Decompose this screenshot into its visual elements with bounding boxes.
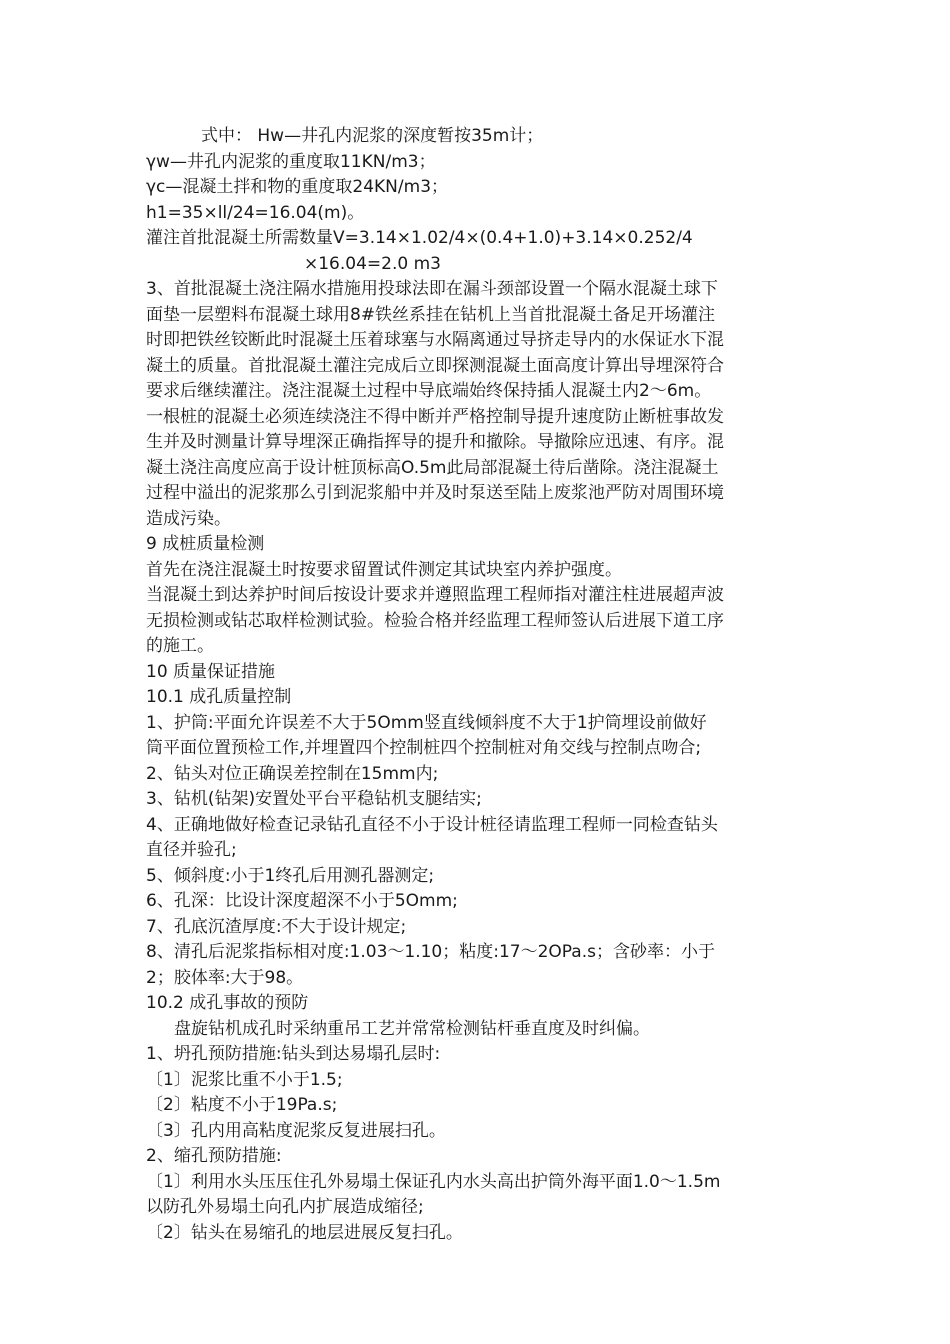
text-line: 的施工。 <box>146 636 214 656</box>
list-item-continuation: 筒平面位置预检工作,并埋置四个控制桩四个控制桩对角交线与控制点吻合; <box>146 738 702 758</box>
list-item: 1、护筒:平面允许误差不大于5Omm竖直线倾斜度不大于1护筒埋设前做好 <box>146 712 707 733</box>
list-item: 2、钻头对位正确误差控制在15mm内; <box>146 763 439 784</box>
subsection-heading: 10.1 成孔质量控制 <box>146 687 292 707</box>
text-line: 要求后继续灌注。浇注混凝土过程中导底端始终保持插人混凝土内2～6m。 <box>146 381 712 401</box>
text-line: 时即把铁丝铰断此时混凝土压着球塞与水隔离通过导挤走导内的水保证水下混 <box>146 330 724 350</box>
subsection-heading: 10.2 成孔事故的预防 <box>146 993 309 1013</box>
text-line: 过程中溢出的泥浆那么引到泥浆船中并及时泵送至陆上废浆池严防对周围环境 <box>146 483 724 503</box>
list-item: 1、坍孔预防措施:钻头到达易塌孔层时: <box>146 1044 441 1064</box>
text-line: 当混凝土到达养护时间后按设计要求并遵照监理工程师指对灌注柱进展超声波 <box>146 585 724 605</box>
list-item: 7、孔底沉渣厚度:不大于设计规定; <box>146 916 407 937</box>
text-line: γc—混凝土拌和物的重度取24KN/m3； <box>146 177 449 197</box>
text-line: 凝土浇注高度应高于设计桩顶标高O.5m此局部混凝土待后凿除。浇注混凝土 <box>146 457 719 478</box>
list-item: 2、缩孔预防措施: <box>146 1146 282 1166</box>
text-line: 面垫一层塑料布混凝土球用8#铁丝系挂在钻机上当首批混凝土备足开场灌注 <box>146 304 716 325</box>
text-line: γw—井孔内泥浆的重度取11KN/m3； <box>146 151 436 172</box>
list-item: 5、倾斜度:小于1终孔后用测孔器测定; <box>146 865 435 886</box>
text-line: 3、首批混凝土浇注隔水措施用投球法即在漏斗颈部设置一个隔水混凝土球下 <box>146 279 718 299</box>
sub-list-item-continuation: 以防孔外易塌土向孔内扩展造成缩径; <box>146 1197 424 1217</box>
text-line: 首先在浇注混凝土时按要求留置试件测定其试块室内养护强度。 <box>146 559 622 580</box>
text-line: 灌注首批混凝土所需数量V=3.14×1.02/4×(0.4+1.0)+3.14×0.252/4 <box>146 228 693 248</box>
document-body <box>146 124 806 1246</box>
sub-list-item: 〔3〕孔内用高粘度泥浆反复进展扫孔。 <box>146 1120 446 1141</box>
formula-result-line: ×16.04=2.0 m3 <box>304 253 441 274</box>
sub-list-item: 〔2〕钻头在易缩孔的地层进展反复扫孔。 <box>146 1222 463 1243</box>
sub-list-item: 〔1〕泥浆比重不小于1.5; <box>146 1069 343 1090</box>
list-item: 4、正确地做好检查记录钻孔直径不小于设计桩径请监理工程师一同检查钻头 <box>146 814 718 835</box>
list-item: 6、孔深：比设计深度超深不小于5Omm; <box>146 891 458 911</box>
section-heading: 10 质量保证措施 <box>146 661 276 682</box>
formula-note-line: 式中： Hw—井孔内泥浆的深度暂按35m计； <box>201 126 544 146</box>
text-line: 凝土的质量。首批混凝土灌注完成后立即探测混凝土面高度计算出导埋深符合 <box>146 355 724 376</box>
text-line: 造成污染。 <box>146 508 231 529</box>
list-item: 8、清孔后泥浆指标相对度:1.03～1.10；粘度:17～2OPa.s；含砂率：小于 <box>146 942 715 962</box>
text-line: h1=35×ll/24=16.04(m)。 <box>146 202 365 223</box>
text-line: 生并及时测量计算导埋深正确指挥导的提升和撤除。导撤除应迅速、有序。混 <box>146 432 724 452</box>
list-item-continuation: 直径并验孔; <box>146 840 237 860</box>
list-item-continuation: 2；胶体率:大于98。 <box>146 967 304 988</box>
section-heading: 9 成桩质量检测 <box>146 534 265 554</box>
text-line: 一根桩的混凝土必须连续浇注不得中断并严格控制导提升速度防止断桩事故发 <box>146 406 724 427</box>
sub-list-item: 〔1〕利用水头压压住孔外易塌土保证孔内水头高出护筒外海平面1.0～1.5m <box>146 1171 721 1192</box>
text-line: 无损检测或钻芯取样检测试验。检验合格并经监理工程师签认后进展下道工序 <box>146 610 724 631</box>
list-item: 3、钻机(钻架)安置处平台平稳钻机支腿结实; <box>146 789 482 809</box>
sub-list-item: 〔2〕粘度不小于19Pa.s; <box>146 1095 338 1115</box>
paragraph-line: 盘旋钻机成孔时采纳重吊工艺并常常检测钻杆垂直度及时纠偏。 <box>174 1018 650 1039</box>
